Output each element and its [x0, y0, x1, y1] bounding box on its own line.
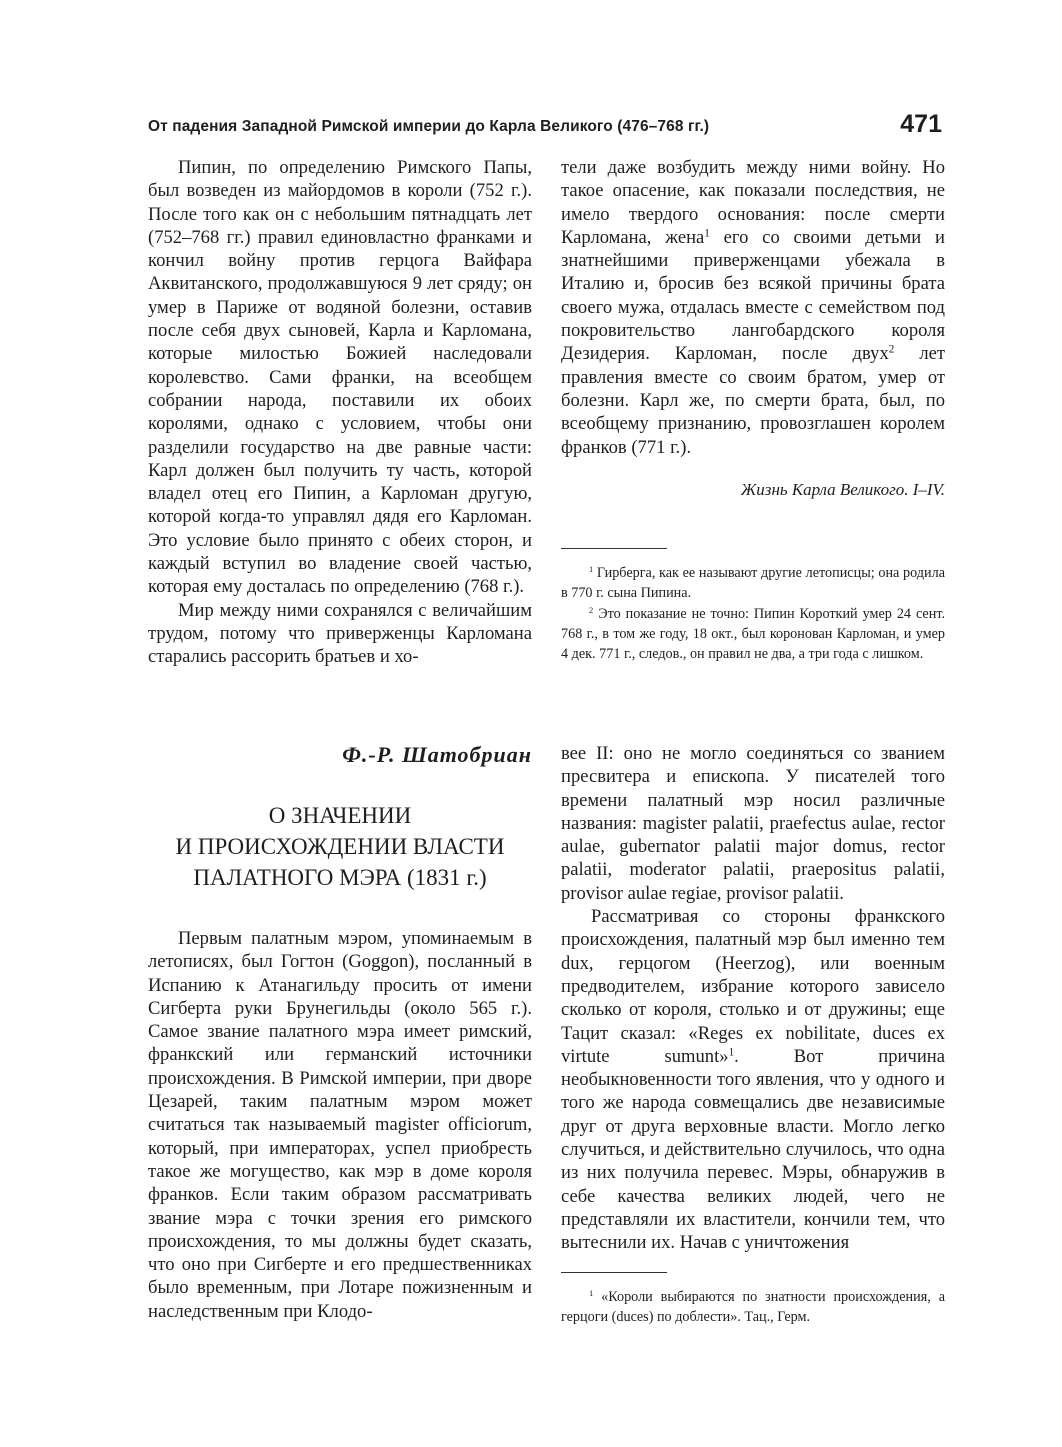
footnotes-bottom [561, 1287, 945, 1328]
paragraph: тели даже возбудить между ними войну. Но такое опасение, как показали последствия, не имело твердого основания: после смерти Карломана, жена$^1$ его со своими детьми и знатнейшими приверженцами убежала в Италию и, бросив без всякой причины брата своего мужа, отдалась вместе с семейством под покровительство лангобардского короля Дезидерия. Карломан, после двух$^2$ лет правления вместе со своим братом, умер от болезни. Карл же, по смерти брата, был, по всеобщему признанию, провозглашен королем франков (771 г.). [561, 157, 945, 458]
page-number: 471 [900, 110, 942, 138]
article-author: Ф.-Р. Шатобриан [342, 742, 532, 767]
footnote-ref: 1 [704, 227, 710, 240]
top-right-column [561, 156, 945, 459]
title-line: О ЗНАЧЕНИИ [268, 803, 412, 828]
paragraph: Пипин, по определению Римского Папы, был возведен из майордомов в короли (752 г.). После того как он с небольшим пятнадцать лет (752–768 гг.) правил единовластно франками и кончил войну против герцога Вайфара Аквитанского, продолжавшуюся 9 лет сряду; он умер в Париже от водяной болезни, оставив после себя двух сыновей, Карла и Карломана, которые милостью Божией наследовали королевство. Сами франки, на всеобщем собрании народа, поставили их обоих королями, однако с условием, чтобы они разделили государство на две равные части: Карл должен был получить ту часть, которой владел отец его Пипин, а Карломан другую, которой когда-то управлял дядя его Карломан. Это условие было принято с обеих сторон, и каждый вступил во владение своей частью, которая ему досталась по определению (768 г.). [148, 157, 532, 598]
paragraph: Первым палатным мэром, упоминаемым в летописях, был Гогтон (Goggon), посланный в Испанию к Атанагильду просить от имени Сигберта руки Брунегильды (около 565 г.). Самое звание палатного мэра имеет римский, франкский или германский источники происхождения. В Римской империи, при дворе Цезарей, таким палатным мэром может считаться так называемый magister officiorum, который, при императорах, успел приобресть такое же могущество, как мэр в доме короля франков. Если таким образом рассматривать звание мэра с точки зрения его римского происхождения, то мы должны будет сказать, что оно при Сигберте и его предшественниках было временным, при Лотаре пожизненным и наследственным при Клодо- [148, 928, 532, 1322]
title-line: ПАЛАТНОГО МЭРА (1831 г.) [193, 865, 487, 890]
footnote: $^1$ «Короли выбираются по знатности происхождения, а герцоги (duces) по доблести». Тац., Герм. [561, 1287, 945, 1326]
running-title: От падения Западной Римской империи до Карла Великого (476–768 гг.) [148, 118, 710, 135]
running-header [148, 110, 944, 144]
bottom-right-column [561, 742, 945, 1255]
footnote-ref: 2 [888, 343, 895, 356]
paragraph: Рассматривая со стороны франкского происхождения, палатный мэр был именно тем dux, герцогом (Heerzog), или военным предводителем, избрание которого зависело сколько от короля, столько и от дружины; еще Тацит сказал: «Reges ex nobilitate, duces ex virtute sumunt»$^1$. Вот причина необыкновенности того явления, что у одного и того же народа совмещались две независимые друг от друга верховные власти. Могло легко случиться, и действительно случилось, что одна из них получила перевес. Мэры, обнаружив в себе качества великих людей, чего не представляли их властители, кончили тем, что вытеснили их. Начав с уничтожения [561, 906, 945, 1254]
top-left-column [148, 156, 532, 669]
footnote-ref: 1 [728, 1046, 735, 1059]
footnote: $^1$ Гирберга, как ее называют другие летописцы; она родила в 770 г. сына Пипина. [561, 563, 945, 602]
footnote-divider [561, 1272, 667, 1273]
paragraph: вее II: оно не могло соединяться со званием пресвитера и епископа. У писателей того времени палатный мэр носил различные названия: magister palatii, praefectus aulae, rector aulae, gubernator palatii major domus, rector palatii, moderator palatii, praepositus palatii, provisor aulae regiae, provisor palatii. [561, 743, 945, 904]
title-line: И ПРОИСХОЖДЕНИИ ВЛАСТИ [175, 834, 505, 859]
footnote: $^2$ Это показание не точно: Пипин Короткий умер 24 сент. 768 г., в том же году, 18 окт., был коронован Карломан, и умер 4 дек. 771 г., следов., он правил не два, а три года с лишком. [561, 604, 945, 663]
paragraph: Мир между ними сохранялся с величайшим трудом, потому что приверженцы Карломана старались рассорить братьев и хо- [148, 599, 532, 668]
bottom-left-column [148, 927, 532, 1323]
footnote-divider [561, 548, 667, 549]
source-citation: Жизнь Карла Великого. I–IV. [740, 480, 945, 499]
footnotes-top [561, 563, 945, 664]
article-title [148, 800, 532, 893]
